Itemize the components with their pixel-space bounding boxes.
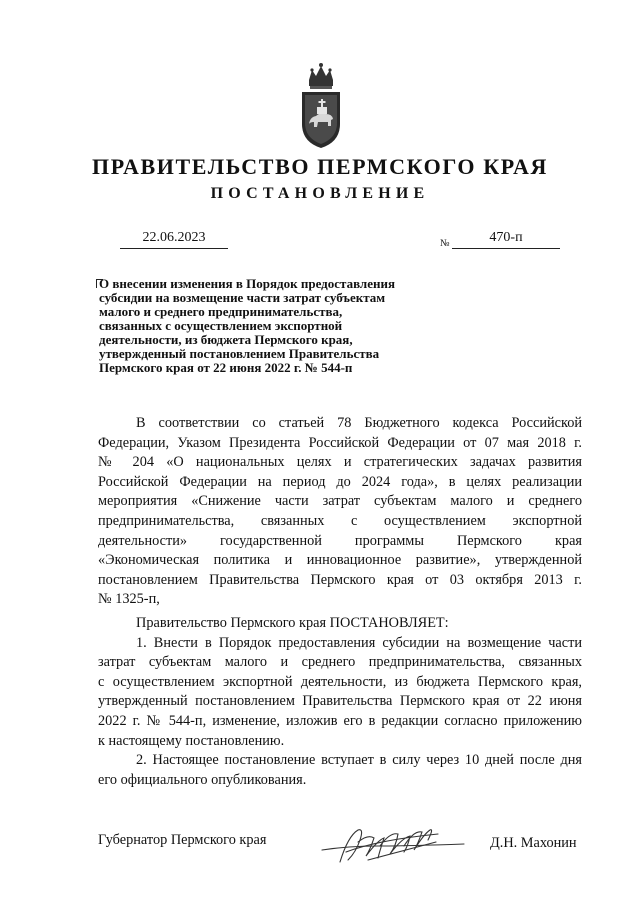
- item2-line: его официального опубликования.: [98, 771, 307, 788]
- document-body: [98, 414, 582, 790]
- subject-line: утвержденный постановлением Правительства: [99, 346, 380, 361]
- item1-line: 1. Внести в Порядок предоставления субсидии на возмещение части: [136, 634, 582, 651]
- item1-line: к настоящему постановлению.: [98, 732, 285, 749]
- preamble-line: предпринимательства, связанных с осуществлением экспортной: [98, 512, 582, 529]
- preamble-line: В соответствии со статьей 78 Бюджетного кодекса Российской: [136, 415, 582, 431]
- perm-krai-coat-of-arms-icon: [296, 62, 346, 152]
- subject-line: О внесении изменения в Порядок предоставления: [99, 276, 395, 291]
- item1-line: 2022 г. № 544-п, изменение, изложив его в редакции согласно приложению: [98, 712, 582, 729]
- preamble-line: деятельности» государственной программы Пермского края: [98, 532, 582, 549]
- preamble-line: мероприятия «Снижение части затрат субъектам малого и среднего: [98, 493, 582, 510]
- preamble-line: «Экономическая политика и инновационное развитие», утвержденной: [98, 552, 582, 569]
- signer-title: Губернатор Пермского края: [98, 832, 267, 848]
- item1-line: затрат субъектам малого и среднего предпринимательства, связанных: [98, 654, 582, 671]
- document-date: 22.06.2023: [142, 230, 206, 245]
- document-number: 470-п: [489, 230, 523, 245]
- resolve-line: Правительство Пермского края ПОСТАНОВЛЯЕТ:: [136, 614, 449, 631]
- signer-name: Д.Н. Махонин: [490, 835, 577, 851]
- number-field: [452, 228, 560, 249]
- organization-title: ПРАВИТЕЛЬСТВО ПЕРМСКОГО КРАЯ: [92, 154, 548, 179]
- item2-line: 2. Настоящее постановление вступает в силу через 10 дней после дня: [136, 752, 582, 769]
- preamble-line: Российской Федерации на период до 2024 года», в целях реализации: [98, 473, 582, 490]
- subject-line: Пермского края от 22 июня 2022 г. № 544-п: [99, 360, 353, 375]
- subject-line: деятельности, из бюджета Пермского края,: [99, 332, 353, 347]
- item1-line: с осуществлением экспортной деятельности, из бюджета Пермского края,: [98, 673, 582, 690]
- subject-line: субсидии на возмещение части затрат субъектам: [99, 290, 386, 305]
- item1-line: утвержденный постановлением Правительства Пермского края от 22 июня: [98, 693, 582, 710]
- subject-line: малого и среднего предпринимательства,: [99, 304, 343, 319]
- subject-line: связанных с осуществлением экспортной: [99, 318, 343, 333]
- preamble-line: № 204 «О национальных целях и стратегических задачах развития: [98, 454, 582, 471]
- document-subject: [99, 277, 469, 375]
- document-type: ПОСТАНОВЛЕНИЕ: [210, 185, 430, 202]
- number-label: №: [440, 238, 450, 249]
- preamble-line: постановлением Правительства Пермского края от 03 октября 2013 г.: [98, 571, 582, 588]
- date-field: [120, 228, 228, 249]
- preamble-line: № 1325-п,: [98, 591, 160, 608]
- handwritten-signature-icon: [318, 816, 468, 872]
- preamble-line: Федерации, Указом Президента Российской Федерации от 07 мая 2018 г.: [98, 434, 582, 451]
